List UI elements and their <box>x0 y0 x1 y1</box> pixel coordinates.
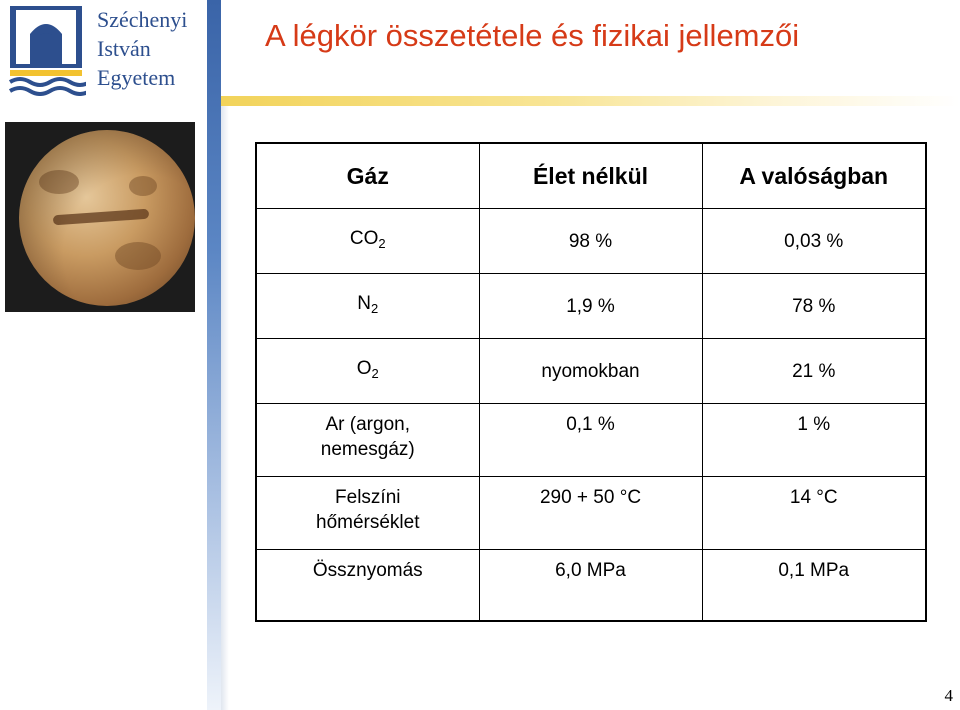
top-accent-line <box>221 96 960 106</box>
cell-actual: 14 °C <box>702 477 926 550</box>
cell-actual: 21 % <box>702 339 926 404</box>
cell-actual: 0,1 MPa <box>702 550 926 622</box>
university-name <box>97 5 187 92</box>
cell-gas: Ar (argon, nemesgáz) <box>256 404 479 477</box>
header-without-life: Élet nélkül <box>479 143 702 209</box>
cell-without-life: 98 % <box>479 209 702 274</box>
table-row <box>256 404 926 477</box>
logo-line-2: István <box>97 36 151 61</box>
left-accent-bar <box>207 0 221 710</box>
cell-gas: $CO_2$ <box>256 209 479 274</box>
header-gas: Gáz <box>256 143 479 209</box>
mars-photo <box>5 122 195 312</box>
table-row <box>256 477 926 550</box>
left-accent-shadow <box>221 100 229 710</box>
table-row <box>256 339 926 404</box>
mars-planet-icon <box>19 130 195 306</box>
cell-without-life: 1,9 % <box>479 274 702 339</box>
cell-actual: 78 % <box>702 274 926 339</box>
logo-line-1: Széchenyi <box>97 7 188 32</box>
cell-gas: Felszíni hőmérséklet <box>256 477 479 550</box>
cell-gas: $N_2$ <box>256 274 479 339</box>
cell-without-life: 0,1 % <box>479 404 702 477</box>
logo-line-3: Egyetem <box>97 65 176 90</box>
table-row <box>256 550 926 622</box>
cell-gas: $O_2$ <box>256 339 479 404</box>
table-header-row <box>256 143 926 209</box>
table-row <box>256 274 926 339</box>
table-row <box>256 209 926 274</box>
cell-without-life: nyomokban <box>479 339 702 404</box>
cell-actual: 0,03 % <box>702 209 926 274</box>
cell-gas: Össznyomás <box>256 550 479 622</box>
cell-actual: 1 % <box>702 404 926 477</box>
header-actual: A valóságban <box>702 143 926 209</box>
university-logo-icon <box>6 4 86 96</box>
page-number: 4 <box>944 686 953 705</box>
cell-without-life: 290 + 50 °C <box>479 477 702 550</box>
cell-without-life: 6,0 MPa <box>479 550 702 622</box>
slide-title: A légkör összetétele és fizikai jellemzői <box>265 18 800 53</box>
atmosphere-table <box>255 142 927 622</box>
